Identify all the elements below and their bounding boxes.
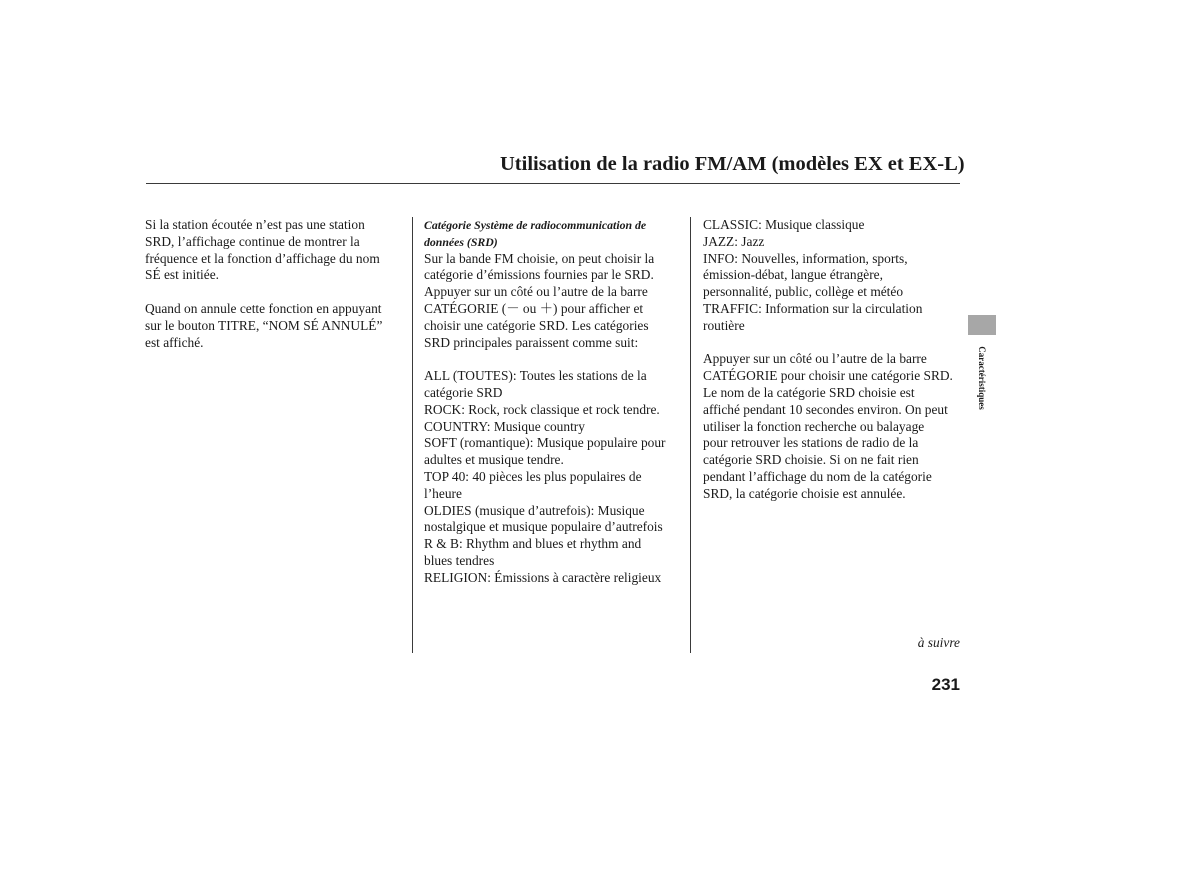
- section-heading-srd-category: [424, 217, 686, 251]
- category-line: ALL (TOUTES): Toutes les stations de la: [424, 368, 647, 384]
- category-line: OLDIES (musique d’autrefois): Musique: [424, 502, 645, 518]
- category-line: l’heure: [424, 485, 462, 501]
- category-line: ROCK: Rock, rock classique et rock tendre.: [424, 401, 660, 417]
- category-line: catégorie SRD: [424, 384, 503, 400]
- heading-line: données (SRD): [424, 234, 498, 249]
- text-line: affiché pendant 10 secondes environ. On peut: [703, 401, 948, 417]
- column-middle: [424, 217, 686, 587]
- category-line: blues tendres: [424, 552, 495, 568]
- category-line: RELIGION: Émissions à caractère religieux: [424, 569, 662, 585]
- category-line: COUNTRY: Musique country: [424, 418, 585, 434]
- text-line: Appuyer sur un côté ou l’autre de la barre: [424, 284, 648, 300]
- text-line: Si la station écoutée n’est pas une station: [145, 217, 365, 232]
- category-line: nostalgique et musique populaire d’autrefois: [424, 519, 663, 535]
- text-line: SRD, la catégorie choisie est annulée.: [703, 485, 906, 501]
- paragraph-category-selection: [703, 351, 968, 502]
- category-list: [424, 368, 686, 586]
- text-line: catégorie SRD choisie. Si on ne fait rien: [703, 452, 919, 468]
- column-right: [703, 217, 968, 503]
- section-tab-label: Caractéristiques: [977, 346, 987, 410]
- title-divider: [146, 183, 960, 184]
- category-line: CLASSIC: Musique classique: [703, 217, 865, 232]
- heading-line: Catégorie Système de radiocommunication de: [424, 218, 647, 232]
- text-line: est affiché.: [145, 334, 204, 350]
- text-line: fréquence et la fonction d’affichage du nom: [145, 250, 380, 266]
- column-left: [145, 217, 400, 351]
- paragraph-srd-intro: [424, 251, 686, 352]
- text-line: Sur la bande FM choisie, on peut choisir la: [424, 250, 655, 266]
- category-list-continued: [703, 217, 968, 335]
- page-number: 231: [931, 675, 960, 694]
- text-line: pour retrouver les stations de radio de la: [703, 435, 919, 451]
- paragraph-cancel-function: [145, 301, 400, 351]
- column-divider-1: [412, 217, 413, 653]
- category-line: émission-débat, langue étrangère,: [703, 267, 883, 283]
- text-line: catégorie d’émissions fournies par le SRD.: [424, 267, 654, 283]
- paragraph-non-srd-station: [145, 217, 400, 284]
- category-line: JAZZ: Jazz: [703, 233, 765, 249]
- text-line: sur le bouton TITRE, “NOM SÉ ANNULÉ”: [145, 317, 383, 333]
- text-line: SRD, l’affichage continue de montrer la: [145, 233, 360, 249]
- category-line: personnalité, public, collège et météo: [703, 284, 904, 300]
- text-line: CATÉGORIE pour choisir une catégorie SRD.: [703, 368, 953, 384]
- category-line: TOP 40: 40 pièces les plus populaires de: [424, 468, 642, 484]
- page-title: Utilisation de la radio FM/AM (modèles EX et EX-L): [500, 153, 965, 175]
- category-line: SOFT (romantique): Musique populaire pour: [424, 435, 666, 451]
- category-line: TRAFFIC: Information sur la circulation: [703, 300, 923, 316]
- text-line: pendant l’affichage du nom de la catégorie: [703, 468, 932, 484]
- text-line: SRD principales paraissent comme suit:: [424, 334, 639, 350]
- category-line: INFO: Nouvelles, information, sports,: [703, 250, 908, 266]
- category-line: adultes et musique tendre.: [424, 452, 564, 468]
- text-line: utiliser la fonction recherche ou balayage: [703, 418, 925, 434]
- text-line: SÉ est initiée.: [145, 267, 220, 283]
- text-line: Le nom de la catégorie SRD choisie est: [703, 384, 915, 400]
- continued-note: à suivre: [917, 635, 960, 650]
- text-line: choisir une catégorie SRD. Les catégories: [424, 317, 649, 333]
- text-line: CATÉGORIE (－ ou ＋) pour afficher et: [424, 300, 644, 316]
- section-tab-marker: [968, 315, 996, 335]
- text-line: Quand on annule cette fonction en appuyant: [145, 300, 382, 316]
- category-line: R & B: Rhythm and blues et rhythm and: [424, 536, 642, 552]
- text-line: Appuyer sur un côté ou l’autre de la barre: [703, 351, 927, 367]
- column-divider-2: [690, 217, 691, 653]
- category-line: routière: [703, 317, 745, 333]
